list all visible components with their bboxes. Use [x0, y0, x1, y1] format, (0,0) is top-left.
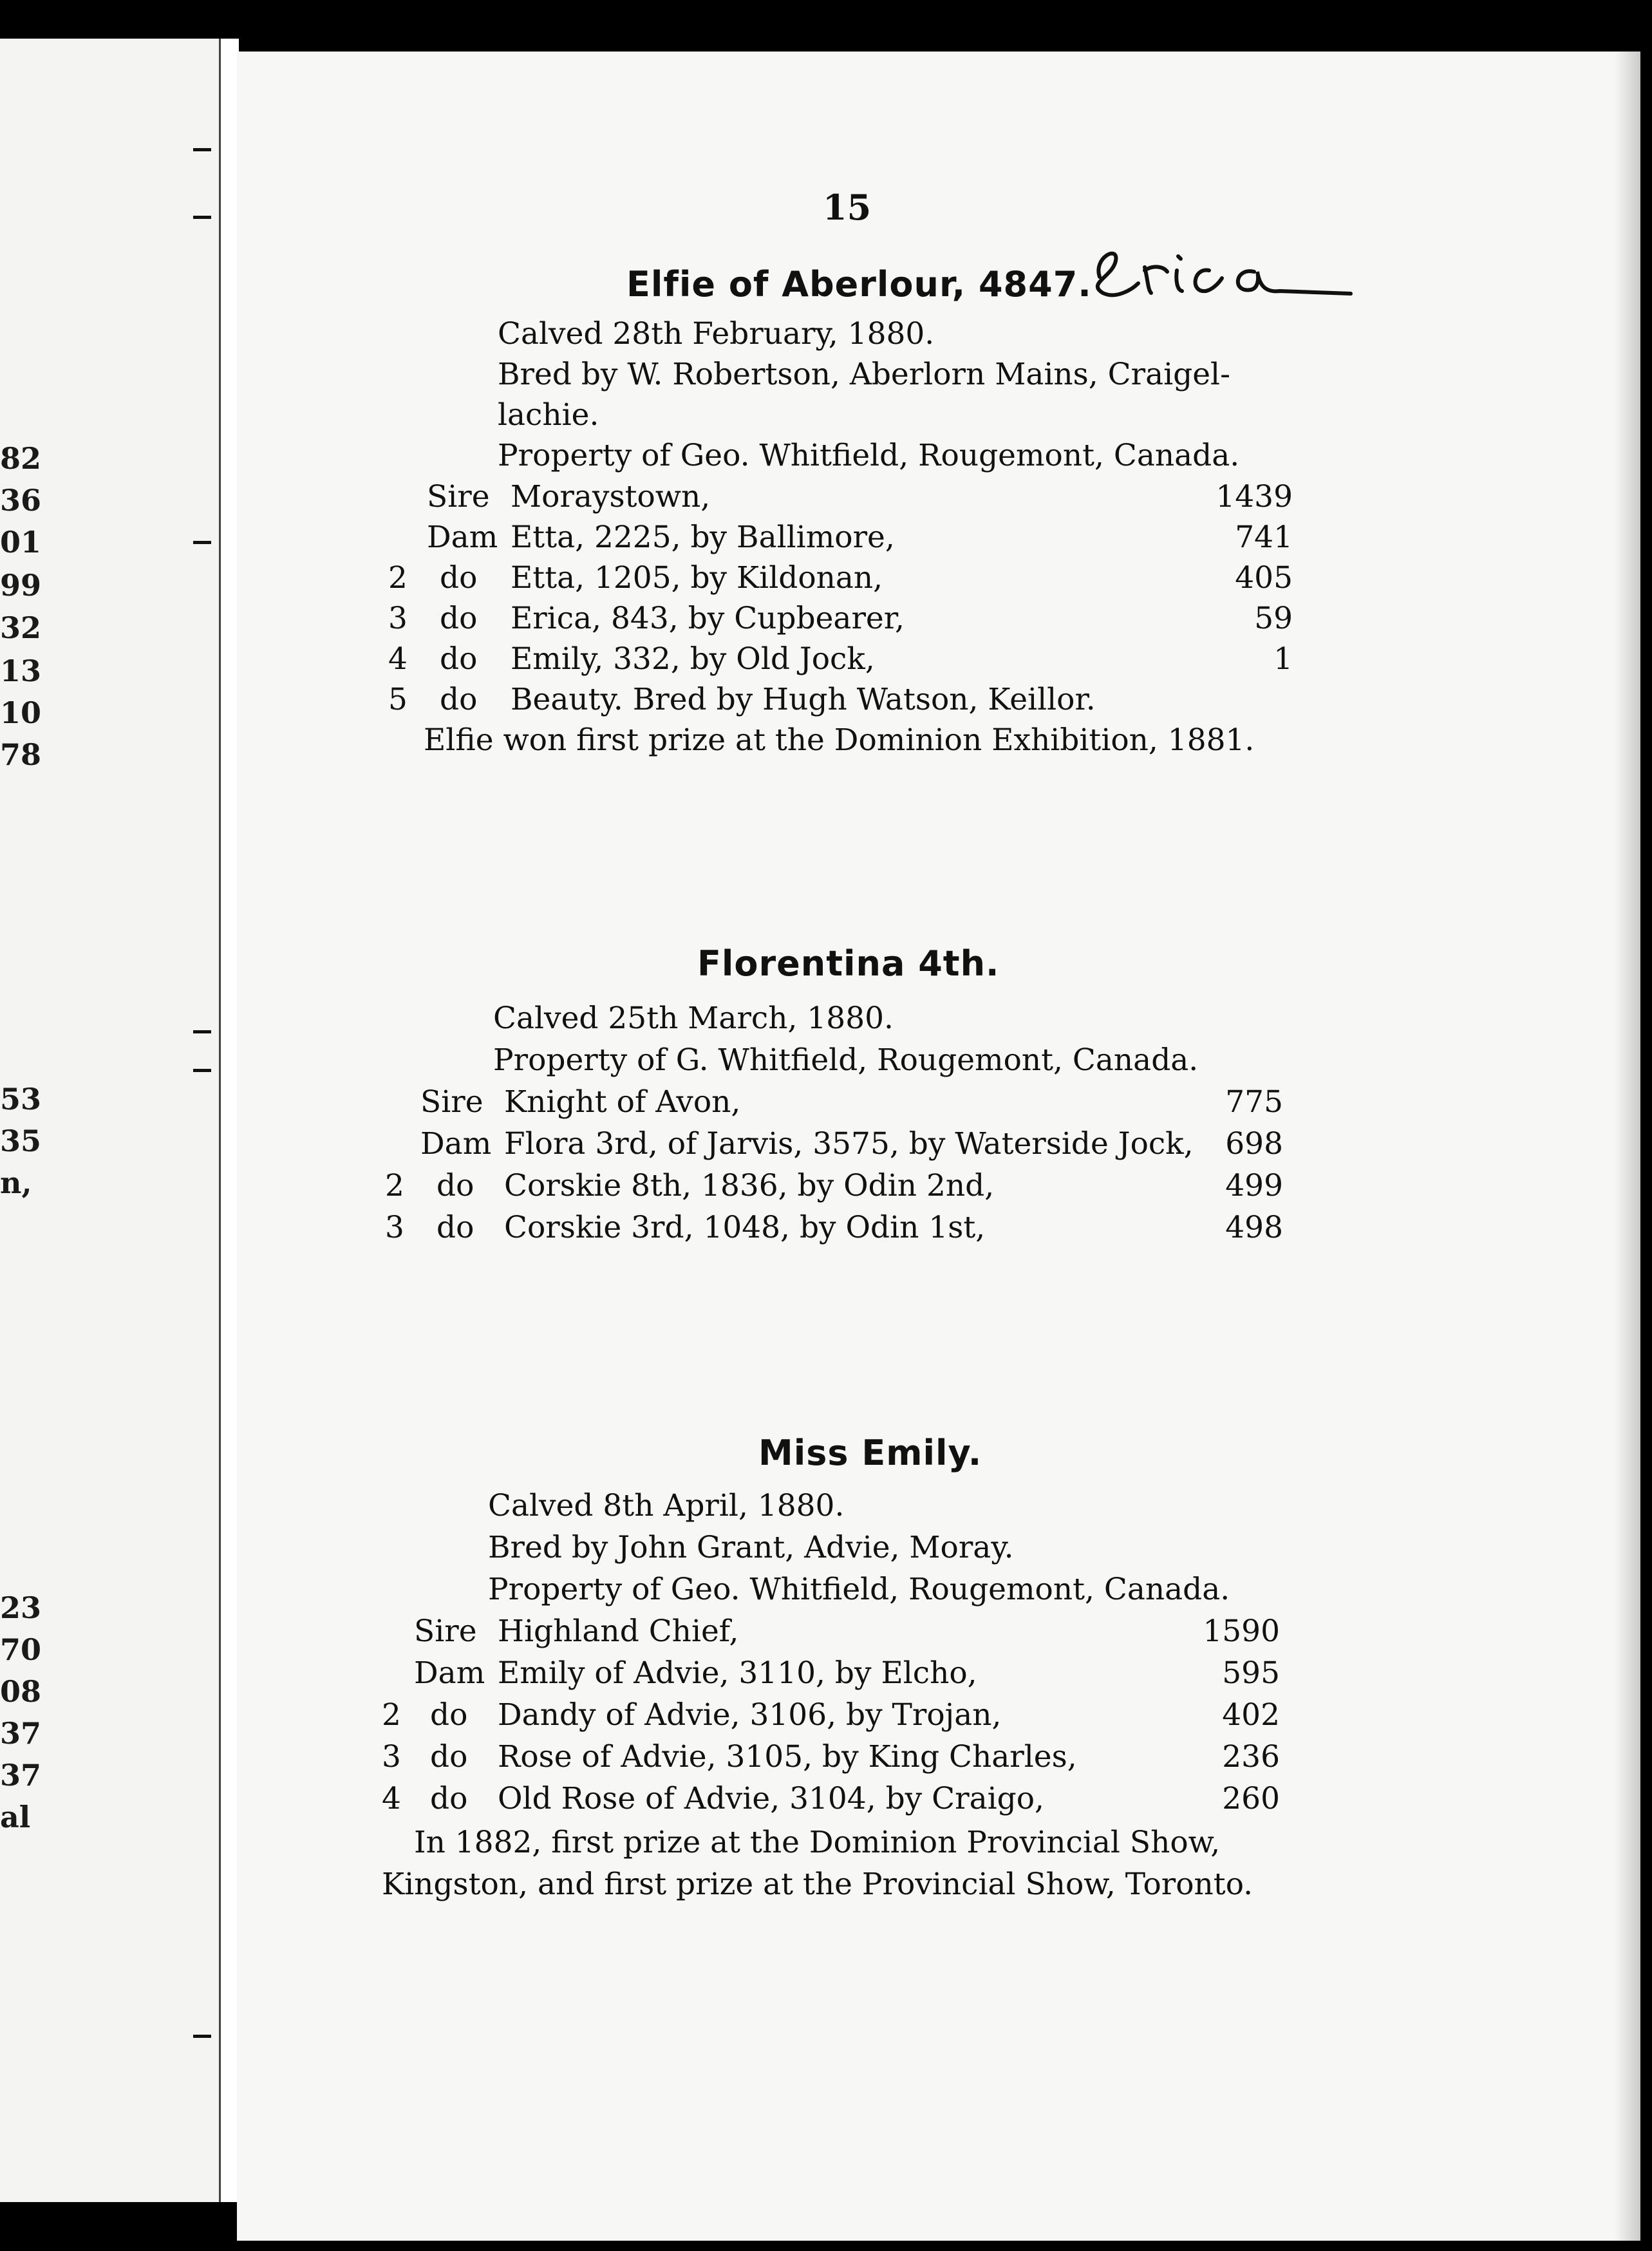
pedigree-text: Highland Chief,: [498, 1614, 739, 1649]
pedigree-relation: Dam: [420, 1126, 492, 1162]
pedigree-relation: do: [436, 1210, 474, 1245]
pedigree-relation: do: [430, 1781, 468, 1816]
pedigree-relation: Sire: [427, 479, 490, 514]
pedigree-relation: do: [440, 560, 478, 596]
pedigree-relation: Dam: [414, 1655, 485, 1691]
page-edge-mark: [193, 1030, 211, 1033]
left-fragment: 37: [0, 1758, 42, 1793]
left-fragment: 23: [0, 1590, 42, 1625]
left-fragment: 70: [0, 1632, 42, 1667]
entry-line: lachie.: [498, 397, 599, 433]
pedigree-text: Beauty. Bred by Hugh Watson, Keillor.: [511, 682, 1096, 717]
pedigree-herdbook-number: 1: [1273, 641, 1293, 677]
entry-line: Property of Geo. Whitfield, Rougemont, Canada.: [488, 1572, 1230, 1607]
left-fragment: 01: [0, 525, 42, 560]
left-fragment: al: [0, 1800, 31, 1834]
handwritten-annotation-erica: [1087, 232, 1357, 309]
pedigree-text: Etta, 2225, by Ballimore,: [511, 520, 895, 555]
pedigree-text: Emily of Advie, 3110, by Elcho,: [498, 1655, 977, 1691]
pedigree-herdbook-number: 1590: [1203, 1614, 1280, 1649]
entry-title: Florentina 4th.: [697, 943, 1000, 984]
pedigree-text: Dandy of Advie, 3106, by Trojan,: [498, 1697, 1002, 1733]
pedigree-herdbook-number: 260: [1222, 1781, 1280, 1816]
left-fragment: 13: [0, 654, 42, 688]
pedigree-herdbook-number: 698: [1225, 1126, 1283, 1162]
pedigree-text: Etta, 1205, by Kildonan,: [511, 560, 883, 596]
entry-title: Elfie of Aberlour, 4847.: [626, 264, 1092, 305]
entry-note: Elfie won first prize at the Dominion Exhibition, 1881.: [424, 722, 1255, 758]
pedigree-text: Corskie 8th, 1836, by Odin 2nd,: [504, 1168, 995, 1203]
left-fragment: 36: [0, 483, 42, 518]
pedigree-relation: do: [430, 1739, 468, 1775]
pedigree-text: Flora 3rd, of Jarvis, 3575, by Waterside Jock,: [504, 1126, 1194, 1162]
pedigree-herdbook-number: 236: [1222, 1739, 1280, 1775]
pedigree-generation: 2: [382, 1697, 401, 1733]
left-fragment: 08: [0, 1674, 42, 1709]
left-fragment: n,: [0, 1165, 32, 1200]
left-fragment: 10: [0, 695, 42, 730]
left-fragment: 82: [0, 441, 42, 476]
left-fragment: 53: [0, 1082, 42, 1116]
pedigree-text: Emily, 332, by Old Jock,: [511, 641, 875, 677]
pedigree-relation: do: [430, 1697, 468, 1733]
pedigree-relation: Dam: [427, 520, 498, 555]
entry-title: Miss Emily.: [758, 1433, 982, 1473]
pedigree-herdbook-number: 402: [1222, 1697, 1280, 1733]
pedigree-text: Erica, 843, by Cupbearer,: [511, 601, 905, 636]
left-fragment: 99: [0, 568, 42, 603]
entry-line: Bred by John Grant, Advie, Moray.: [488, 1530, 1014, 1565]
left-fragment: 78: [0, 737, 42, 772]
pedigree-relation: Sire: [414, 1614, 477, 1649]
left-fragment: 35: [0, 1124, 42, 1158]
pedigree-relation: do: [436, 1168, 474, 1203]
pedigree-text: Rose of Advie, 3105, by King Charles,: [498, 1739, 1077, 1775]
pedigree-relation: do: [440, 682, 478, 717]
binding-gutter: [219, 39, 239, 2202]
pedigree-herdbook-number: 1439: [1216, 479, 1293, 514]
pedigree-herdbook-number: 59: [1254, 601, 1293, 636]
pedigree-generation: 2: [388, 560, 408, 596]
page-edge-mark: [193, 216, 211, 219]
pedigree-generation: 3: [388, 601, 408, 636]
pedigree-relation: do: [440, 601, 478, 636]
entry-line: Property of Geo. Whitfield, Rougemont, Canada.: [498, 438, 1240, 473]
page-edge-mark: [193, 2035, 211, 2038]
pedigree-text: Moraystown,: [511, 479, 711, 514]
entry-note: Kingston, and first prize at the Provincial Show, Toronto.: [382, 1867, 1253, 1902]
entry-line: Calved 28th February, 1880.: [498, 316, 935, 352]
pedigree-herdbook-number: 741: [1235, 520, 1293, 555]
left-fragment: 32: [0, 610, 42, 645]
pedigree-herdbook-number: 499: [1225, 1168, 1283, 1203]
pedigree-herdbook-number: 775: [1225, 1084, 1283, 1120]
pedigree-generation: 5: [388, 682, 408, 717]
pedigree-generation: 4: [382, 1781, 401, 1816]
pedigree-relation: do: [440, 641, 478, 677]
pedigree-generation: 4: [388, 641, 408, 677]
pedigree-herdbook-number: 405: [1235, 560, 1293, 596]
left-page-fragment: [0, 39, 223, 2202]
pedigree-generation: 3: [385, 1210, 404, 1245]
page-edge-mark: [193, 1069, 211, 1072]
entry-line: Calved 8th April, 1880.: [488, 1488, 845, 1523]
pedigree-generation: 2: [385, 1168, 404, 1203]
pedigree-text: Old Rose of Advie, 3104, by Craigo,: [498, 1781, 1044, 1816]
pedigree-relation: Sire: [420, 1084, 483, 1120]
pedigree-herdbook-number: 498: [1225, 1210, 1283, 1245]
entry-line: Calved 25th March, 1880.: [493, 1001, 894, 1036]
pedigree-text: Corskie 3rd, 1048, by Odin 1st,: [504, 1210, 986, 1245]
left-fragment: 37: [0, 1716, 42, 1751]
entry-line: Bred by W. Robertson, Aberlorn Mains, Craigel-: [498, 357, 1230, 392]
pedigree-generation: 3: [382, 1739, 401, 1775]
page-edge-mark: [193, 148, 211, 151]
pedigree-herdbook-number: 595: [1222, 1655, 1280, 1691]
entry-line: Property of G. Whitfield, Rougemont, Canada.: [493, 1042, 1199, 1078]
page-number: 15: [823, 187, 872, 228]
page-edge-mark: [193, 541, 211, 544]
entry-note: In 1882, first prize at the Dominion Provincial Show,: [414, 1825, 1221, 1860]
pedigree-text: Knight of Avon,: [504, 1084, 741, 1120]
document-page: [237, 52, 1640, 2241]
